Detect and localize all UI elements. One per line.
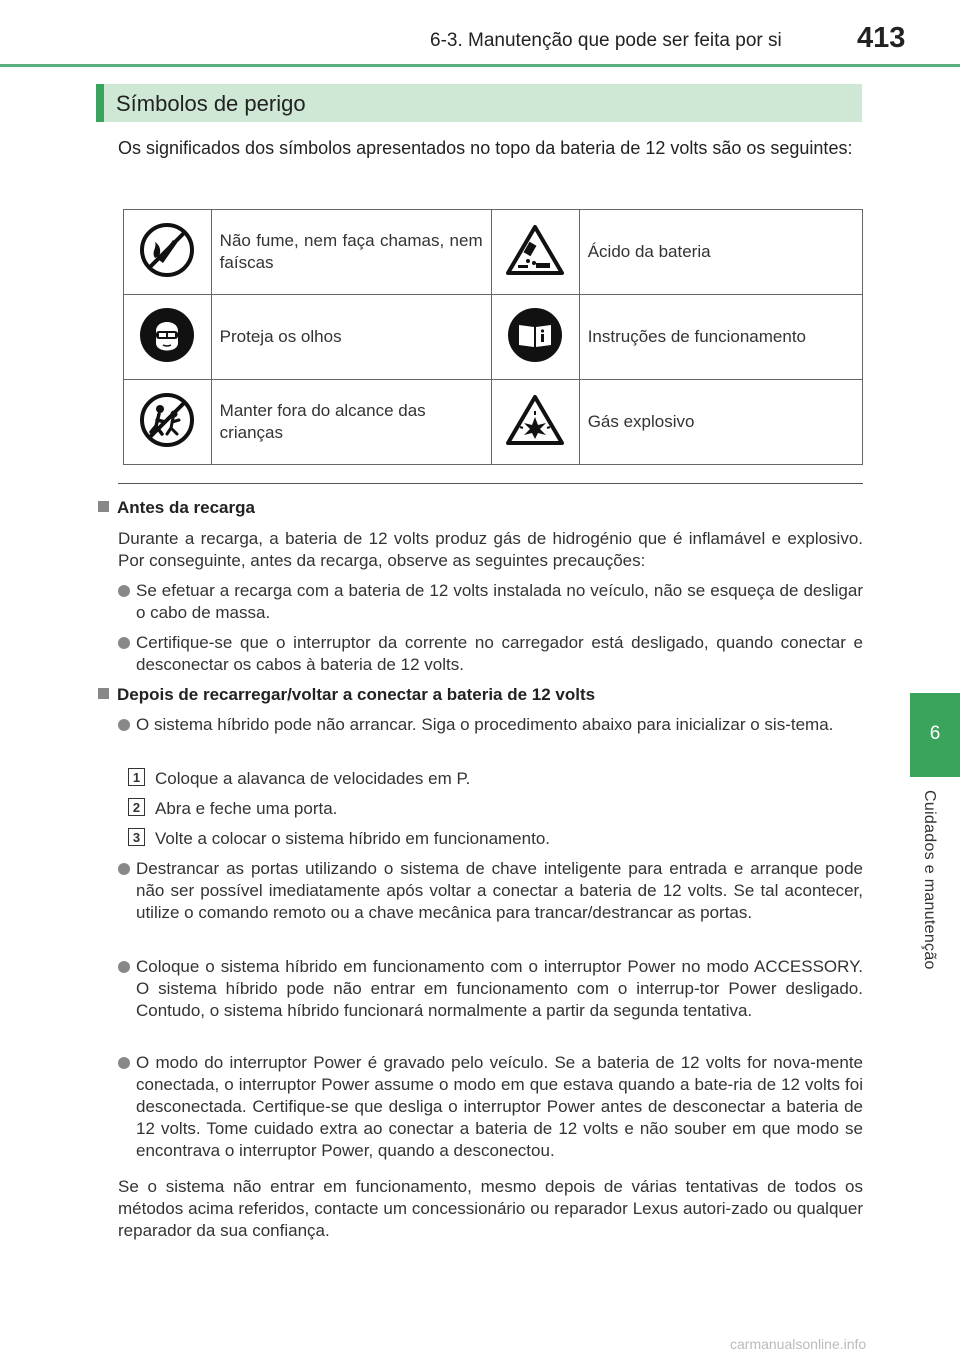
keep-children-away-icon — [139, 392, 195, 448]
hazard-label: Manter fora do alcance das crianças — [219, 401, 426, 442]
bullet-dot-icon — [118, 1057, 130, 1069]
square-bullet-icon — [98, 688, 109, 699]
explosive-gas-icon — [504, 393, 566, 447]
hazard-icon-cell — [124, 380, 212, 465]
list-item — [118, 632, 863, 676]
list-item — [118, 1052, 863, 1162]
list-item-text: O modo do interruptor Power é gravado pelo veículo. Se a bateria de 12 volts for nova-mente conectada, o interruptor Power assume o modo em que estava quando a bate-ria de 12 volts foi desconectada. Certifique-se que desliga o interruptor Power antes de desconectar a bateria de 12 volts. Tome cuidado extra ao conectar a bateria de 12 volts e não souber em que modo se encontrava o interruptor Power, quando a desconectou. — [136, 1053, 863, 1160]
hazard-icon-cell — [491, 380, 579, 465]
list-item-text: Certifique-se que o interruptor da corrente no carregador está desligado, quando conectar e desconectar os cabos à bateria de 12 volts. — [136, 633, 863, 674]
hazard-label: Proteja os olhos — [219, 327, 342, 346]
subheading-after-charging — [98, 685, 595, 705]
section-title-text: Símbolos de perigo — [116, 91, 306, 116]
hazard-label-cell — [579, 380, 862, 465]
hazard-icon-cell — [491, 210, 579, 295]
step-number: 1 — [128, 768, 145, 786]
step-number: 2 — [128, 798, 145, 816]
hazard-label: Não fume, nem faça chamas, nem faíscas — [219, 231, 483, 272]
hazard-label: Instruções de funcionamento — [587, 327, 807, 346]
bullet-dot-icon — [118, 637, 130, 649]
table-row — [124, 380, 863, 465]
hazard-icon-cell — [124, 210, 212, 295]
chapter-title: 6-3. Manutenção que pode ser feita por si — [430, 30, 782, 51]
hazard-label-cell — [211, 295, 491, 380]
hazard-label: Ácido da bateria — [587, 242, 711, 261]
square-bullet-icon — [98, 501, 109, 512]
list-item — [118, 956, 863, 1022]
table-row — [124, 295, 863, 380]
chapter-tab-label: Cuidados e manutenção — [921, 790, 938, 970]
chapter-tab-number: 6 — [929, 723, 941, 744]
subheading-text: Depois de recarregar/voltar a conectar a bateria de 12 volts — [117, 685, 596, 704]
eye-protection-icon — [139, 307, 195, 363]
bullet-dot-icon — [118, 863, 130, 875]
no-smoking-flames-icon — [139, 222, 195, 278]
bullet-dot-icon — [118, 719, 130, 731]
battery-acid-icon — [504, 223, 566, 277]
list-item — [118, 714, 863, 736]
section-intro: Os significados dos símbolos apresentados no topo da bateria de 12 volts são os seguintes: — [118, 138, 853, 158]
paragraph: Durante a recarga, a bateria de 12 volts produz gás de hidrogénio que é inflamável e explosivo. Por conseguinte, antes da recarga, observe as seguintes precauções: — [118, 529, 863, 570]
section-title — [96, 84, 862, 122]
list-item — [118, 858, 863, 924]
step-text: Coloque a alavanca de velocidades em P. — [155, 769, 471, 788]
hazard-label: Gás explosivo — [587, 412, 695, 431]
hazard-icon-cell — [491, 295, 579, 380]
manual-book-icon — [507, 307, 563, 363]
list-item-text: Se efetuar a recarga com a bateria de 12 volts instalada no veículo, não se esqueça de desligar o cabo de massa. — [136, 581, 863, 622]
step-item — [128, 798, 337, 819]
table-row — [124, 210, 863, 295]
subheading-text: Antes da recarga — [117, 498, 255, 517]
hazard-label-cell — [211, 210, 491, 295]
list-item-text: Destrancar as portas utilizando o sistema de chave inteligente para entrada e arranque pode não ser possível imediatamente após voltar a conectar a bateria de 12 volts. Se tal acontecer, utilize o comando remoto ou a chave mecânica para trancar/destrancar as portas. — [136, 859, 863, 922]
subheading-before-charging — [98, 498, 255, 518]
bullet-dot-icon — [118, 585, 130, 597]
header-rule — [0, 64, 960, 67]
step-item — [128, 768, 470, 789]
bullet-dot-icon — [118, 961, 130, 973]
page-number: 413 — [857, 22, 906, 54]
hazard-label-cell — [579, 210, 862, 295]
list-item-text: O sistema híbrido pode não arrancar. Siga o procedimento abaixo para inicializar o sis-tema. — [136, 715, 834, 734]
hazard-label-cell — [579, 295, 862, 380]
step-item — [128, 828, 550, 849]
step-number: 3 — [128, 828, 145, 846]
list-item-text: Coloque o sistema híbrido em funcionamento com o interruptor Power no modo ACCESSORY. O sistema híbrido pode não entrar em funcionamento com o interrup-tor Power desligado. Contudo, o sistema híbrido funcionará normalmente a partir da segunda tentativa. — [136, 957, 863, 1020]
watermark: carmanualsonline.info — [730, 1336, 867, 1352]
step-text: Volte a colocar o sistema híbrido em funcionamento. — [155, 829, 550, 848]
hazard-symbols-table — [123, 209, 863, 465]
hazard-label-cell — [211, 380, 491, 465]
list-item — [118, 580, 863, 624]
step-text: Abra e feche uma porta. — [155, 799, 338, 818]
hazard-icon-cell — [124, 295, 212, 380]
closing-paragraph: Se o sistema não entrar em funcionamento, mesmo depois de várias tentativas de todos os métodos acima referidos, contacte um concessionário ou reparador Lexus autori-zado ou qualquer reparador da sua confiança. — [118, 1177, 863, 1240]
chapter-tab[interactable] — [910, 693, 960, 777]
section-divider — [118, 483, 863, 484]
